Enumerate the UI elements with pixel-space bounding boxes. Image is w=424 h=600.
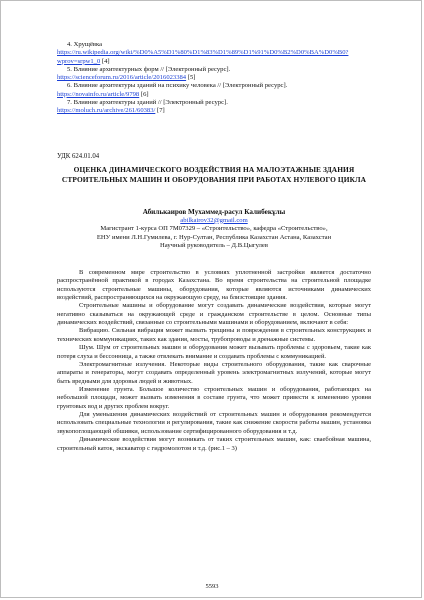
author-affiliation: Магистрант 1-курса ОП 7М07329 – «Строительство», кафедра «Строительство», [100, 225, 328, 233]
reference-item [57, 41, 369, 49]
reference-item [57, 49, 369, 66]
reference-text: 4. Хрущёвка [67, 41, 103, 48]
author-email-link[interactable]: abilkairov32@gmail.com [180, 216, 248, 224]
body-paragraph: Строительные машины и оборудование могут создавать динамические воздействия, которые могут негативно сказываться на окружающей среде и гражданском строительстве в целом. Основные типы динамических воздействий, связанные со строительными машинами и оборудованием, включают в себя: [57, 302, 371, 326]
reference-list [57, 41, 369, 116]
reference-number: [5] [187, 74, 196, 82]
reference-text: 5. Влияние архитектурных форм // [Электронный ресурс]. [67, 65, 231, 73]
reference-link[interactable]: https://novainfo.ru/article/9798 [57, 90, 140, 98]
reference-item [57, 66, 369, 74]
supervisor-line: Научный руководитель – Д.В.Цыгулев [160, 242, 268, 250]
reference-item [57, 74, 369, 82]
author-affiliation: ЕНУ имени Л.Н.Гумилева, г. Нур-Султан, Республика Казахстан Астана, Казахстан [96, 233, 332, 241]
body-paragraph: Для уменьшения динамических воздействий от строительных машин и оборудования рекомендуется использовать специальные технологии и регулирования, такие как снижение скорости работы машин, установка звукопоглощающей обшивки, использование сертифицированного оборудования и т.д. [57, 411, 371, 435]
udk-code: УДК 624.01.04 [57, 153, 100, 160]
reference-number: [6] [140, 90, 149, 98]
author-block [57, 208, 371, 251]
reference-text: 6. Влияние архитектуры зданий на психику человека // [Электронный ресурс]. [67, 82, 288, 90]
reference-link[interactable]: https://moluch.ru/archive/261/60383/ [57, 107, 156, 115]
article-body [57, 269, 371, 453]
reference-link[interactable]: https://scienceforum.ru/2016/article/2016023384 [57, 74, 187, 82]
reference-item [57, 107, 369, 115]
body-paragraph: Вибрацию. Сильная вибрация может вызвать трещины и повреждения в строительных конструкциях и технических коммуникациях, таких как здания, мосты, трубопроводы и дренажные системы. [57, 327, 371, 343]
reference-number: [4] [101, 57, 110, 65]
body-paragraph: Шум. Шум от строительных машин и оборудования может вызывать проблемы с здоровьем, такие как потеря слуха и бессонница, а также отвлекать внимание и создавать проблемы с коммуникацией. [57, 344, 371, 360]
reference-item [57, 82, 369, 90]
reference-item [57, 99, 369, 107]
body-paragraph: Динамические воздействия могут возникать от таких строительных машин, как: сваебойная машина, строительный каток, экскаватор с гидромолотом и т.д. (рис.1 – 3) [57, 436, 371, 452]
article-title: ОЦЕНКА ДИНАМИЧЕСКОГО ВОЗДЕЙСТВИЯ НА МАЛОЭТАЖНЫЕ ЗДАНИЯ СТРОИТЕЛЬНЫХ МАШИН И ОБОРУДОВАНИЯ ПРИ РАБОТАХ НУЛЕВОГО ЦИКЛА [61, 165, 367, 184]
reference-item [57, 91, 369, 99]
reference-number: [7] [157, 107, 165, 115]
author-name: Абилькаиров Мухаммед-расул Калибекұлы [142, 208, 286, 216]
page-number: 5593 [205, 583, 219, 590]
body-paragraph: Электромагнитные излучения. Некоторые виды строительного оборудования, такие как сварочные аппараты и генераторы, могут создавать определенный уровень электромагнитных излучений, которые могут быть вредными для здоровья людей и животных. [57, 361, 371, 385]
body-paragraph: Изменение грунта. Большое количество строительных машин и оборудования, работающих на небольшой площади, может вызвать изменения в составе грунта, что может привести к изменению уровня грунтовых вод и других проблем вокруг. [57, 386, 371, 410]
reference-link[interactable]: https://ru.wikipedia.org/wiki/%D0%A5%D1%80%D1%83%D1%89%D1%91%D0%B2%D0%BA%D0%B0?wprov=srpw1_0 [57, 49, 349, 65]
reference-text: 7. Влияние архитектуры зданий // [Электронный ресурс]. [67, 99, 228, 107]
body-paragraph: В современном мире строительство в условиях уплотненной застройки является достаточно распространённой практикой в городах Казахстана. Во время строительства на строительной площадке используются строительные машины, оборудования, которые являются источниками динамических воздействий, распространяющихся на окружающую среду, на близстоящие здания. [57, 269, 371, 301]
